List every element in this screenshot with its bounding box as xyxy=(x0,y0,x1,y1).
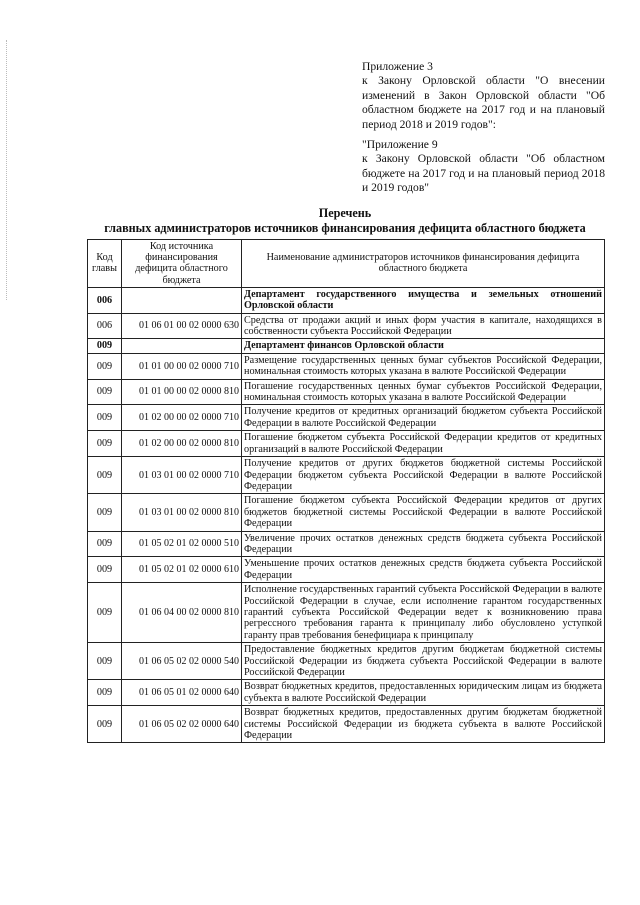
document-title-block xyxy=(60,206,630,235)
chapter-code-cell: 009 xyxy=(88,457,122,494)
chapter-code-cell: 009 xyxy=(88,583,122,643)
table-row xyxy=(88,457,605,494)
table-row xyxy=(88,405,605,431)
name-cell: Погашение бюджетом субъекта Российской Федерации кредитов от кредитных организаций в валюте Российской Федерации xyxy=(242,431,605,457)
chapter-code-cell: 009 xyxy=(88,405,122,431)
appendix-reference-2: к Закону Орловской области "Об областном бюджете на 2017 год и на плановый период 2018 и 2019 годов" xyxy=(362,152,605,195)
name-cell: Погашение государственных ценных бумаг субъектов Российской Федерации, номинальная стоимость которых указана в валюте Российской Федерации xyxy=(242,379,605,405)
document-title: Перечень xyxy=(318,206,372,220)
name-cell: Возврат бюджетных кредитов, предоставленных юридическим лицам из бюджета субъекта в валюте Российской Федерации xyxy=(242,680,605,706)
source-code-cell: 01 03 01 00 02 0000 710 xyxy=(122,457,242,494)
department-row xyxy=(88,339,605,353)
source-code-cell: 01 02 00 00 02 0000 710 xyxy=(122,405,242,431)
chapter-code-cell: 009 xyxy=(88,643,122,680)
source-code-cell: 01 01 00 00 02 0000 710 xyxy=(122,353,242,379)
source-code-cell: 01 01 00 00 02 0000 810 xyxy=(122,379,242,405)
table-body xyxy=(88,287,605,743)
name-cell: Погашение бюджетом субъекта Российской Федерации кредитов от других бюджетов бюджетной системы Российской Федерации в валюте Российской Федерации xyxy=(242,494,605,531)
chapter-code-cell: 009 xyxy=(88,431,122,457)
name-cell: Размещение государственных ценных бумаг субъектов Российской Федерации, номинальная стоимость которых указана в валюте Российской Федерации xyxy=(242,353,605,379)
header-source-code: Код источника финансирования дефицита областного бюджета xyxy=(122,240,242,288)
table-row xyxy=(88,680,605,706)
table-row xyxy=(88,431,605,457)
name-cell: Уменьшение прочих остатков денежных средств бюджета субъекта Российской Федерации xyxy=(242,557,605,583)
table-row xyxy=(88,379,605,405)
source-code-cell: 01 06 05 02 02 0000 640 xyxy=(122,706,242,743)
table-row xyxy=(88,313,605,339)
chapter-code-cell: 009 xyxy=(88,706,122,743)
source-code-cell: 01 02 00 00 02 0000 810 xyxy=(122,431,242,457)
name-cell: Департамент государственного имущества и земельных отношений Орловской области xyxy=(242,287,605,313)
chapter-code-cell: 006 xyxy=(88,287,122,313)
name-cell: Получение кредитов от других бюджетов бюджетной системы Российской Федерации бюджетом субъекта Российской Федерации в валюте Российской Федерации xyxy=(242,457,605,494)
table-row xyxy=(88,706,605,743)
name-cell: Предоставление бюджетных кредитов другим бюджетам бюджетной системы Российской Федерации из бюджета субъекта Российской Федерации в валюте Российской Федерации xyxy=(242,643,605,680)
appendix-title: Приложение 3 xyxy=(362,60,433,73)
chapter-code-cell: 009 xyxy=(88,353,122,379)
source-code-cell: 01 06 05 02 02 0000 540 xyxy=(122,643,242,680)
name-cell: Получение кредитов от кредитных организаций бюджетом субъекта Российской Федерации в валюте Российской Федерации xyxy=(242,405,605,431)
source-code-cell: 01 06 05 01 02 0000 640 xyxy=(122,680,242,706)
source-code-cell: 01 06 04 00 02 0000 810 xyxy=(122,583,242,643)
name-cell: Департамент финансов Орловской области xyxy=(242,339,605,353)
chapter-code-cell: 009 xyxy=(88,339,122,353)
table-row xyxy=(88,583,605,643)
source-code-cell xyxy=(122,339,242,353)
name-cell: Увеличение прочих остатков денежных средств бюджета субъекта Российской Федерации xyxy=(242,531,605,557)
table-row xyxy=(88,531,605,557)
chapter-code-cell: 009 xyxy=(88,531,122,557)
header-chapter-code: Код главы xyxy=(88,240,122,288)
source-code-cell: 01 03 01 00 02 0000 810 xyxy=(122,494,242,531)
scan-margin-marks xyxy=(6,40,8,300)
source-code-cell: 01 05 02 01 02 0000 510 xyxy=(122,531,242,557)
appendix-reference: к Закону Орловской области "О внесении изменений в Закон Орловской области "Об областном бюджете на 2017 год и на плановый период 2018 и 2019 годов": xyxy=(362,74,605,131)
source-code-cell xyxy=(122,287,242,313)
table-row xyxy=(88,643,605,680)
chapter-code-cell: 009 xyxy=(88,379,122,405)
table-row xyxy=(88,353,605,379)
chapter-code-cell: 009 xyxy=(88,494,122,531)
appendix-header xyxy=(362,60,605,196)
appendix-title-2: "Приложение 9 xyxy=(362,138,438,152)
name-cell: Средства от продажи акций и иных форм участия в капитале, находящихся в собственности субъекта Российской Федерации xyxy=(242,313,605,339)
chapter-code-cell: 009 xyxy=(88,557,122,583)
table-row xyxy=(88,494,605,531)
header-name: Наименование администраторов источников финансирования дефицита областного бюджета xyxy=(242,240,605,288)
table-row xyxy=(88,557,605,583)
chapter-code-cell: 006 xyxy=(88,313,122,339)
department-row xyxy=(88,287,605,313)
administrators-table xyxy=(87,239,605,743)
source-code-cell: 01 06 01 00 02 0000 630 xyxy=(122,313,242,339)
chapter-code-cell: 009 xyxy=(88,680,122,706)
document-subtitle: главных администраторов источников финансирования дефицита областного бюджета xyxy=(104,220,586,235)
name-cell: Возврат бюджетных кредитов, предоставленных другим бюджетам бюджетной системы Российской Федерации из бюджета субъекта в валюте Российской Федерации xyxy=(242,706,605,743)
source-code-cell: 01 05 02 01 02 0000 610 xyxy=(122,557,242,583)
table-header-row xyxy=(88,240,605,288)
name-cell: Исполнение государственных гарантий субъекта Российской Федерации в валюте Российской Федерации в случае, если исполнение гарантом государственных гарантий субъекта Российской Федерации ведет к возникновению права регрессного требования гаранта к принципалу либо обусловлено уступкой гаранту прав требования бенефициара к принципалу xyxy=(242,583,605,643)
